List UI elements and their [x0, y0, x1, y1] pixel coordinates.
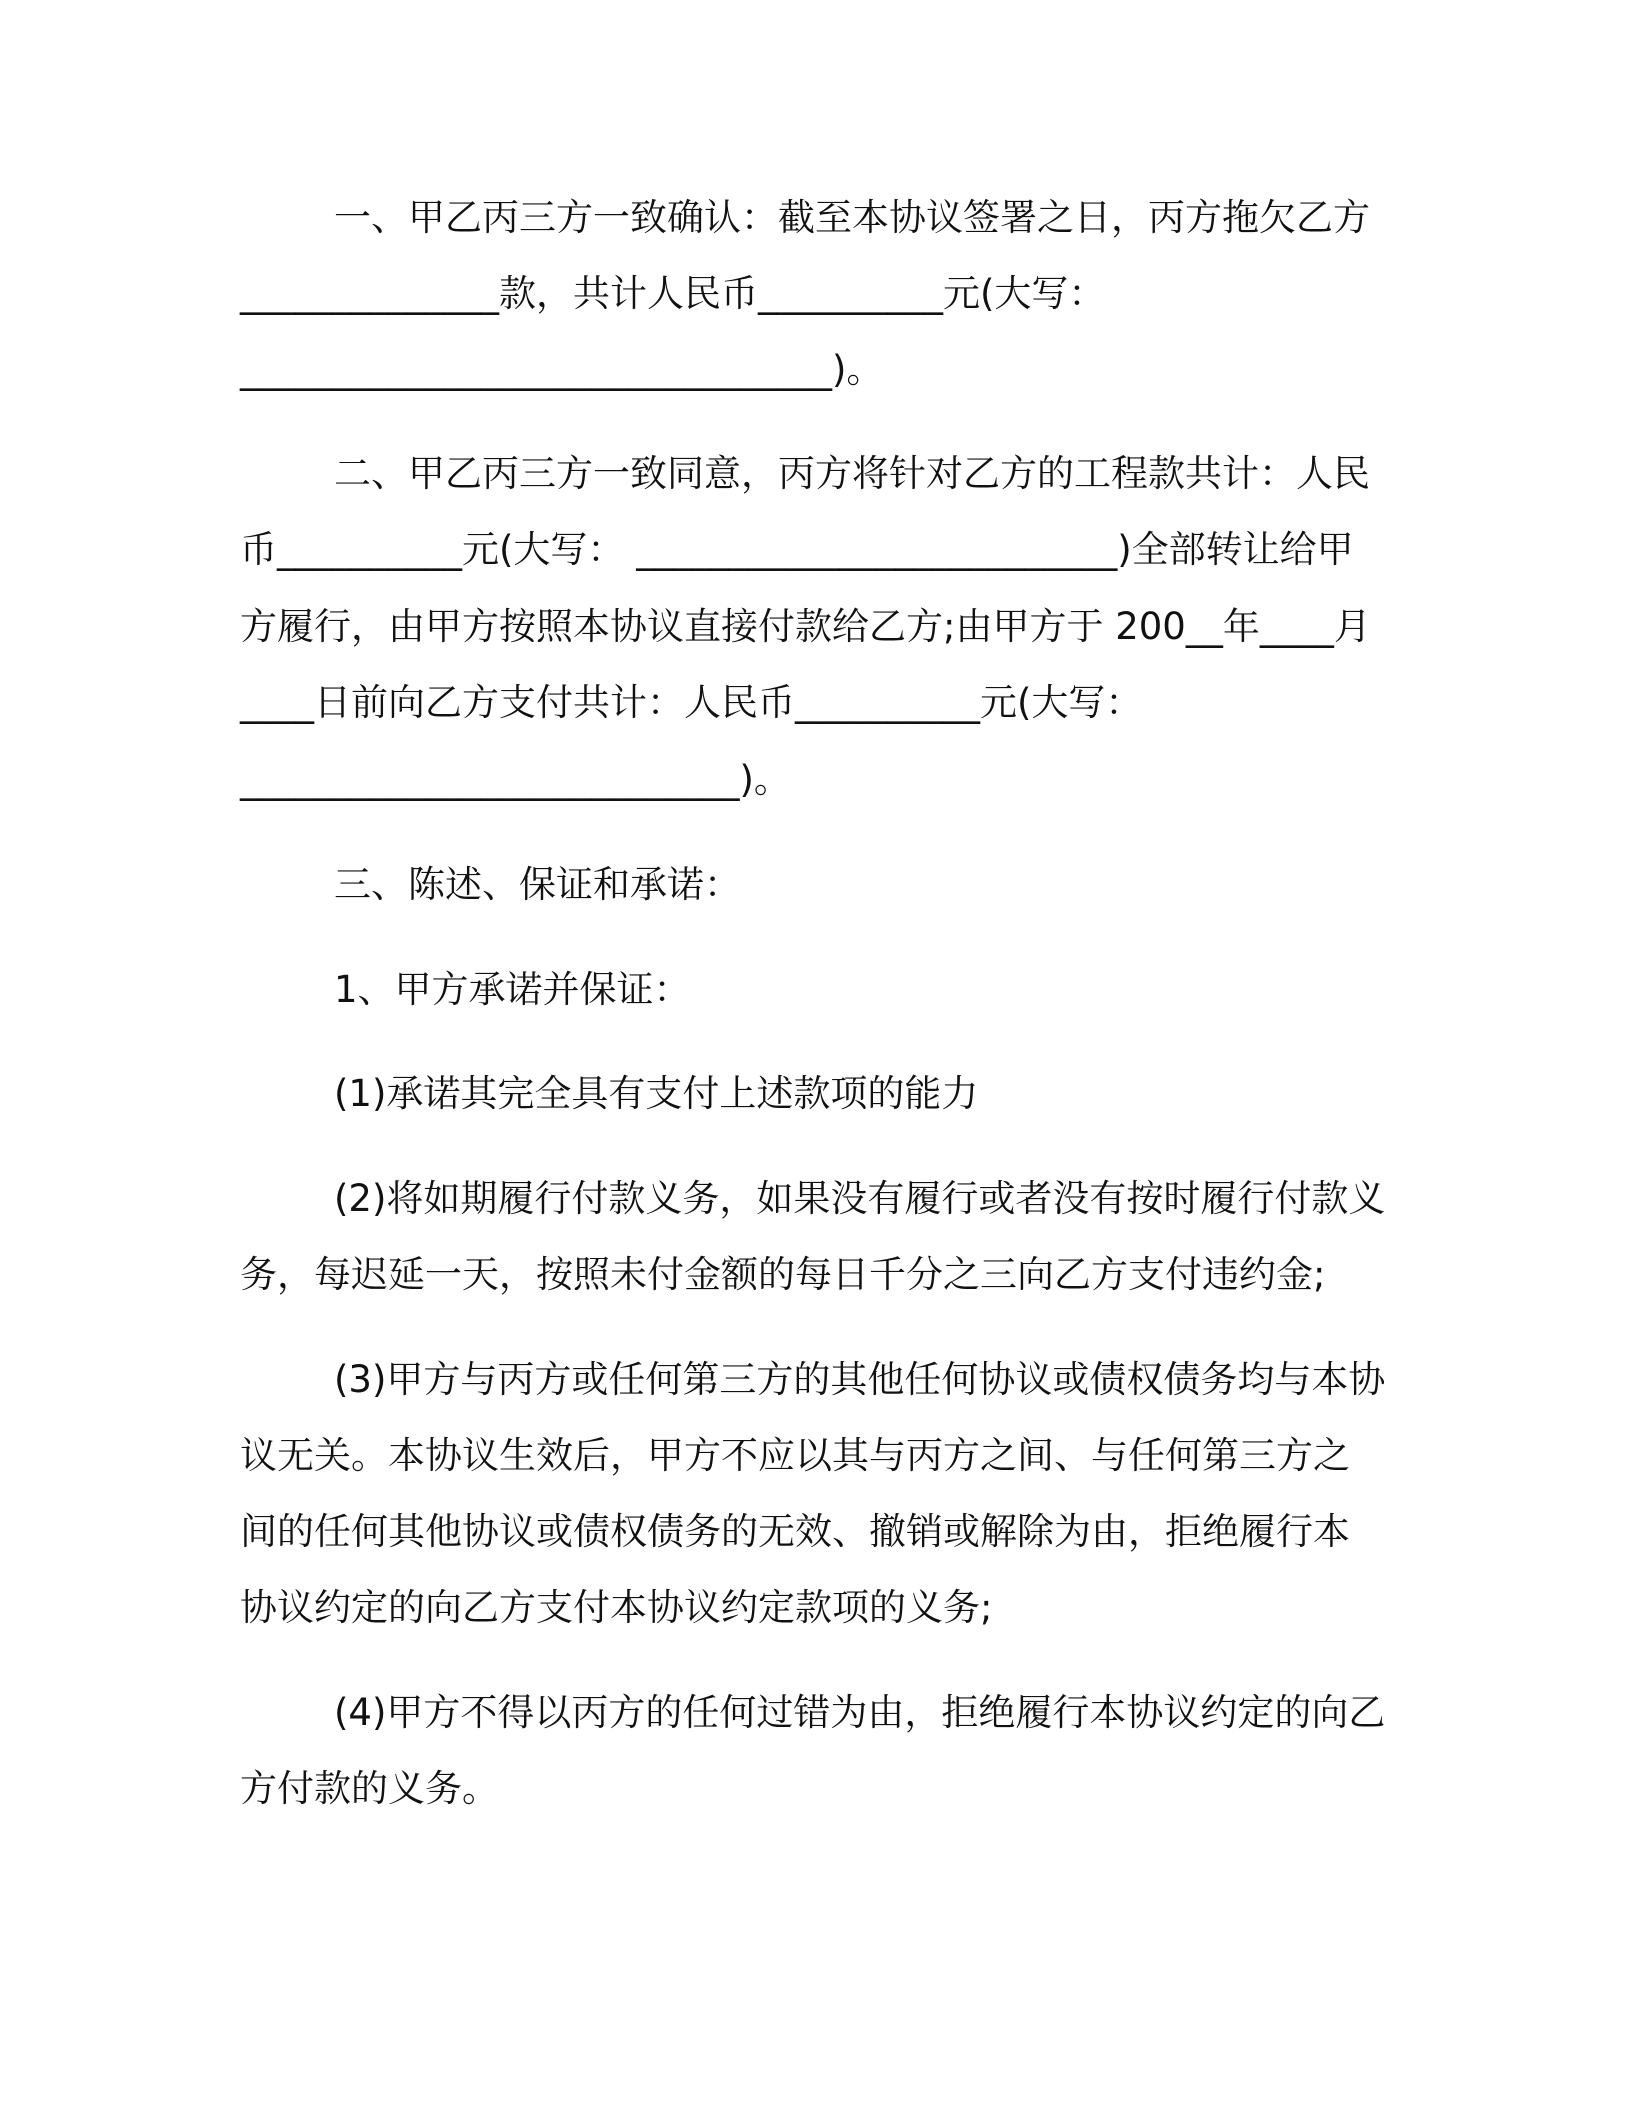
section-1-line-1: 一、甲乙丙三方一致确认：截至本协议签署之日，丙方拖欠乙方 — [334, 196, 1370, 239]
clause-3-line-1: (3)甲方与丙方或任何第三方的其他任何协议或债权债务均与本协 — [334, 1358, 1386, 1401]
clause-2-line-2: 务，每迟延一天，按照未付金额的每日千分之三向乙方支付违约金; — [240, 1253, 1326, 1296]
section-2-line-5: ___________________________)。 — [240, 758, 791, 801]
section-2-line-2: 币__________元(大写： __________________________)全部转让给甲 — [240, 528, 1354, 571]
clause-3-line-2: 议无关。本协议生效后，甲方不应以其与丙方之间、与任何第三方之 — [240, 1434, 1350, 1477]
clause-3-line-4: 协议约定的向乙方支付本协议约定款项的义务; — [240, 1586, 993, 1629]
item-1-heading: 1、甲方承诺并保证： — [334, 968, 691, 1011]
section-2-line-4: ____日前向乙方支付共计：人民币__________元(大写： — [240, 681, 1143, 724]
clause-4-line-2: 方付款的义务。 — [240, 1767, 499, 1810]
section-2-line-1: 二、甲乙丙三方一致同意，丙方将针对乙方的工程款共计：人民 — [334, 452, 1370, 495]
section-3-heading: 三、陈述、保证和承诺： — [334, 863, 741, 906]
section-1-line-2: ______________款，共计人民币__________元(大写： — [240, 272, 1106, 315]
section-1-line-3: ________________________________)。 — [240, 348, 884, 391]
clause-1: (1)承诺其完全具有支付上述款项的能力 — [334, 1072, 979, 1115]
clause-2-line-1: (2)将如期履行付款义务，如果没有履行或者没有按时履行付款义 — [334, 1177, 1386, 1220]
clause-4-line-1: (4)甲方不得以丙方的任何过错为由，拒绝履行本协议约定的向乙 — [334, 1691, 1386, 1734]
section-2-line-3: 方履行，由甲方按照本协议直接付款给乙方;由甲方于 200__年____月 — [240, 605, 1371, 648]
clause-3-line-3: 间的任何其他协议或债权债务的无效、撤销或解除为由，拒绝履行本 — [240, 1510, 1350, 1553]
